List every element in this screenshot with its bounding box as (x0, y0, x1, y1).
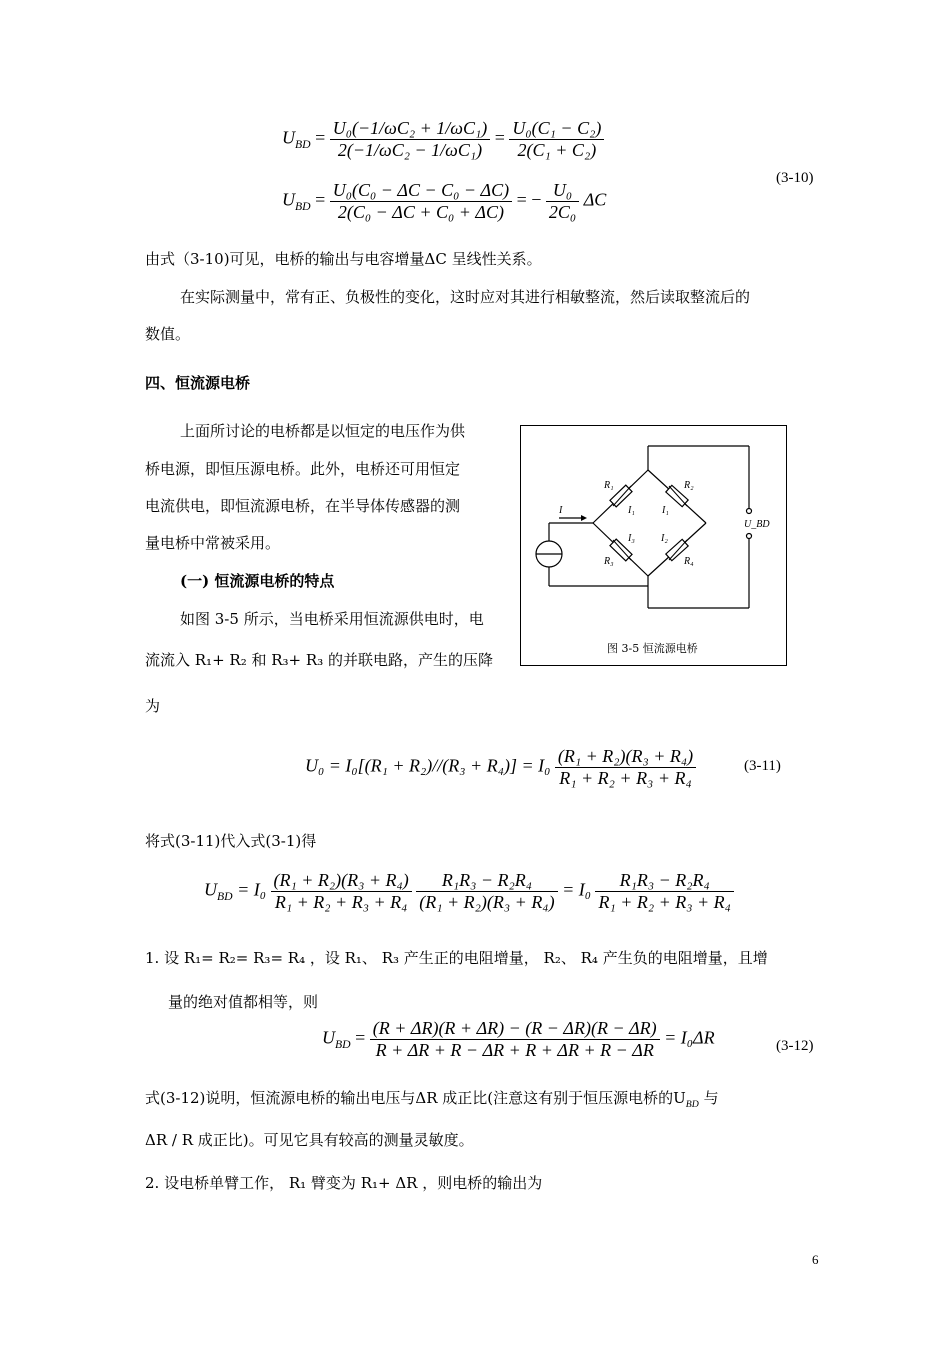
eq-3-11-tag: (3-11) (744, 758, 781, 774)
para-5: 将式(3-11)代入式(3-1)得 (145, 832, 317, 850)
eq-3-10-frac4 (546, 180, 579, 223)
eq-3-12-lhs-sub: BD (335, 1038, 351, 1052)
eq-ubd-num1: (R₁ + R₂)(R₃ + R₄) (271, 870, 412, 892)
eq-3-12-tag: (3-12) (776, 1038, 814, 1054)
eq-ubd-den2: (R₁ + R₂)(R₃ + R₄) (419, 892, 555, 912)
eq-3-12-rhs: = I₀ΔR (664, 1027, 715, 1048)
para-4-line2: 流流入 R₁+ R₂ 和 R₃+ R₃ 的并联电路，产生的压降 (145, 651, 493, 669)
page-number: 6 (812, 1252, 819, 1267)
para-3-line2: 桥电源，即恒压源电桥。此外，电桥还可用恒定 (145, 460, 461, 478)
eq-ubd-den3: R₁ + R₂ + R₃ + R₄ (598, 892, 731, 912)
figure-caption: 图 3-5 恒流源电桥 (607, 642, 698, 655)
eq-3-10-lhs2: U (282, 189, 295, 210)
section-heading: 四、恒流源电桥 (145, 374, 251, 392)
item-2: 2. 设电桥单臂工作， R₁ 臂变为 R₁+ ΔR ，则电桥的输出为 (145, 1174, 543, 1192)
eq-3-12-den: R + ΔR + R − ΔR + R + ΔR + R − ΔR (375, 1040, 654, 1060)
eq-3-10-den3: 2(C₀ − ΔC + C₀ + ΔC) (337, 202, 504, 222)
eq-ubd-mid: = I₀ (237, 879, 266, 900)
para-2-line1: 在实际测量中，常有正、负极性的变化，这时应对其进行相敏整流，然后读取整流后的 (180, 288, 751, 306)
eq-3-11 (305, 746, 696, 789)
para-1: 由式（3-10)可见，电桥的输出与电容增量ΔC 呈线性关系。 (145, 250, 542, 268)
label-i3: I₃ (628, 533, 635, 544)
eq-3-12-frac (370, 1018, 660, 1061)
para-4-line3: 为 (145, 697, 161, 715)
bridge-circuit-diagram (521, 426, 786, 636)
item-1-line2: 量的绝对值都相等，则 (168, 993, 319, 1011)
label-ubd: U_BD (744, 519, 770, 530)
eq-3-12-lhs: U (322, 1027, 335, 1048)
eq-ubd-lhs: U (204, 879, 217, 900)
para-6-line1-text: 式(3-12)说明，恒流源电桥的输出电压与ΔR 成正比(注意这有别于恒压源电桥的U (145, 1089, 686, 1107)
eq-ubd-den1: R₁ + R₂ + R₃ + R₄ (274, 892, 408, 912)
eq-3-10-den2: 2(C₁ + C₂) (517, 140, 597, 160)
eq-3-10-lhs: U (282, 127, 295, 148)
eq-3-10-line2: $U_{BD}$ = $\frac{\text{U₀(C₀ − ΔC − C₀ − ΔC)}}{\text{2(C₀ − ΔC + C₀ + ΔC)}}$ = − $\frac{\text{U₀}}{\text{2C₀}}$ ΔC (282, 180, 607, 222)
para-3-line4: 量电桥中常被采用。 (145, 534, 281, 552)
eq-3-10-frac1 (330, 118, 491, 161)
figure-3-5-frame (520, 425, 787, 666)
eq-3-10-tail: ΔC (583, 189, 607, 210)
para-6-line2: ΔR / R 成正比)。可见它具有较高的测量灵敏度。 (145, 1131, 474, 1149)
item-1-line1: 1. 设 R₁= R₂= R₃= R₄ ，设 R₁、 R₃ 产生正的电阻增量， R₂、 R₄ 产生负的电阻增量，且增 (145, 949, 768, 967)
eq-3-10-frac3 (330, 180, 512, 223)
label-i1b: I₁ (662, 505, 669, 516)
label-r2: R₂ (684, 480, 694, 491)
eq-3-10-den1: 2(−1/ωC₂ − 1/ωC₁) (337, 140, 483, 160)
para-2-line2: 数值。 (145, 325, 191, 343)
label-r4: R₄ (684, 556, 694, 567)
eq-3-12: $U_{BD}$ = $\frac{(R + \Delta R)(R + \Delta R) - (R - \Delta R)(R - \Delta R)}{R + \Delta R + R - \Delta R + R + \Delta R + R - \Delta R}$ = I₀ΔR (322, 1018, 715, 1060)
eq-3-10-num1: U₀(−1/ωC₂ + 1/ωC₁) (330, 118, 491, 140)
eq-3-10-num4: U₀ (546, 180, 579, 202)
eq-3-10-line1: $U_{BD}$ = $\frac{\text{U₀(−1/ωC₂ + 1/ωC₁)}}{\text{2(−1/ωC₂ − 1/ωC₁)}}$ = $\frac{\text{U₀(C₁ − C₂)}}{\text{2(C₁ + C₂)}}$ (282, 118, 604, 161)
label-i2: I₂ (661, 533, 668, 544)
eq-ubd-num3: R₁R₃ − R₂R₄ (595, 870, 733, 892)
eq-ubd-eq2: = I₀ (562, 879, 591, 900)
eq-3-10-num2: U₀(C₁ − C₂) (509, 118, 604, 140)
eq-3-11-den: R₁ + R₂ + R₃ + R₄ (559, 768, 692, 788)
eq-3-10-lhs-sub: BD (295, 138, 311, 152)
para-6-line1-tail: 与 (698, 1089, 719, 1107)
eq-3-10-num3: U₀(C₀ − ΔC − C₀ − ΔC) (330, 180, 512, 202)
eq-3-10-tag: (3-10) (776, 170, 814, 186)
eq-3-10-lhs2-sub: BD (295, 200, 311, 214)
para-6-line1-sub: BD (685, 1099, 699, 1110)
eq-3-10-frac2 (509, 118, 604, 161)
eq-3-11-num: (R₁ + R₂)(R₃ + R₄) (555, 746, 696, 768)
eq-ubd-frac1 (271, 870, 412, 913)
para-3-line1: 上面所讨论的电桥都是以恒定的电压作为供 (180, 422, 466, 440)
eq-ubd-frac2 (416, 870, 557, 913)
eq-3-11-frac (555, 746, 696, 789)
label-r1: R₁ (604, 480, 614, 491)
subheading: (一) 恒流源电桥的特点 (180, 572, 335, 590)
label-i: I (559, 505, 563, 516)
label-r3: R₃ (604, 556, 614, 567)
para-6-line1 (145, 1089, 719, 1111)
eq-ubd-num2: R₁R₃ − R₂R₄ (416, 870, 557, 892)
eq-3-12-num: (R + ΔR)(R + ΔR) − (R − ΔR)(R − ΔR) (370, 1018, 660, 1040)
eq-ubd-frac3 (595, 870, 733, 913)
eq-ubd (204, 870, 734, 913)
label-i1a: I₁ (628, 505, 635, 516)
eq-ubd-lhs-sub: BD (217, 890, 233, 904)
eq-3-10-den4: 2C₀ (548, 202, 577, 222)
eq-3-11-lhs: U₀ = I₀[(R₁ + R₂)//(R₃ + R₄)] = I₀ (305, 755, 551, 776)
para-4-line1: 如图 3-5 所示，当电桥采用恒流源供电时，电 (180, 610, 484, 628)
para-3-line3: 电流供电，即恒流源电桥，在半导体传感器的测 (145, 497, 461, 515)
